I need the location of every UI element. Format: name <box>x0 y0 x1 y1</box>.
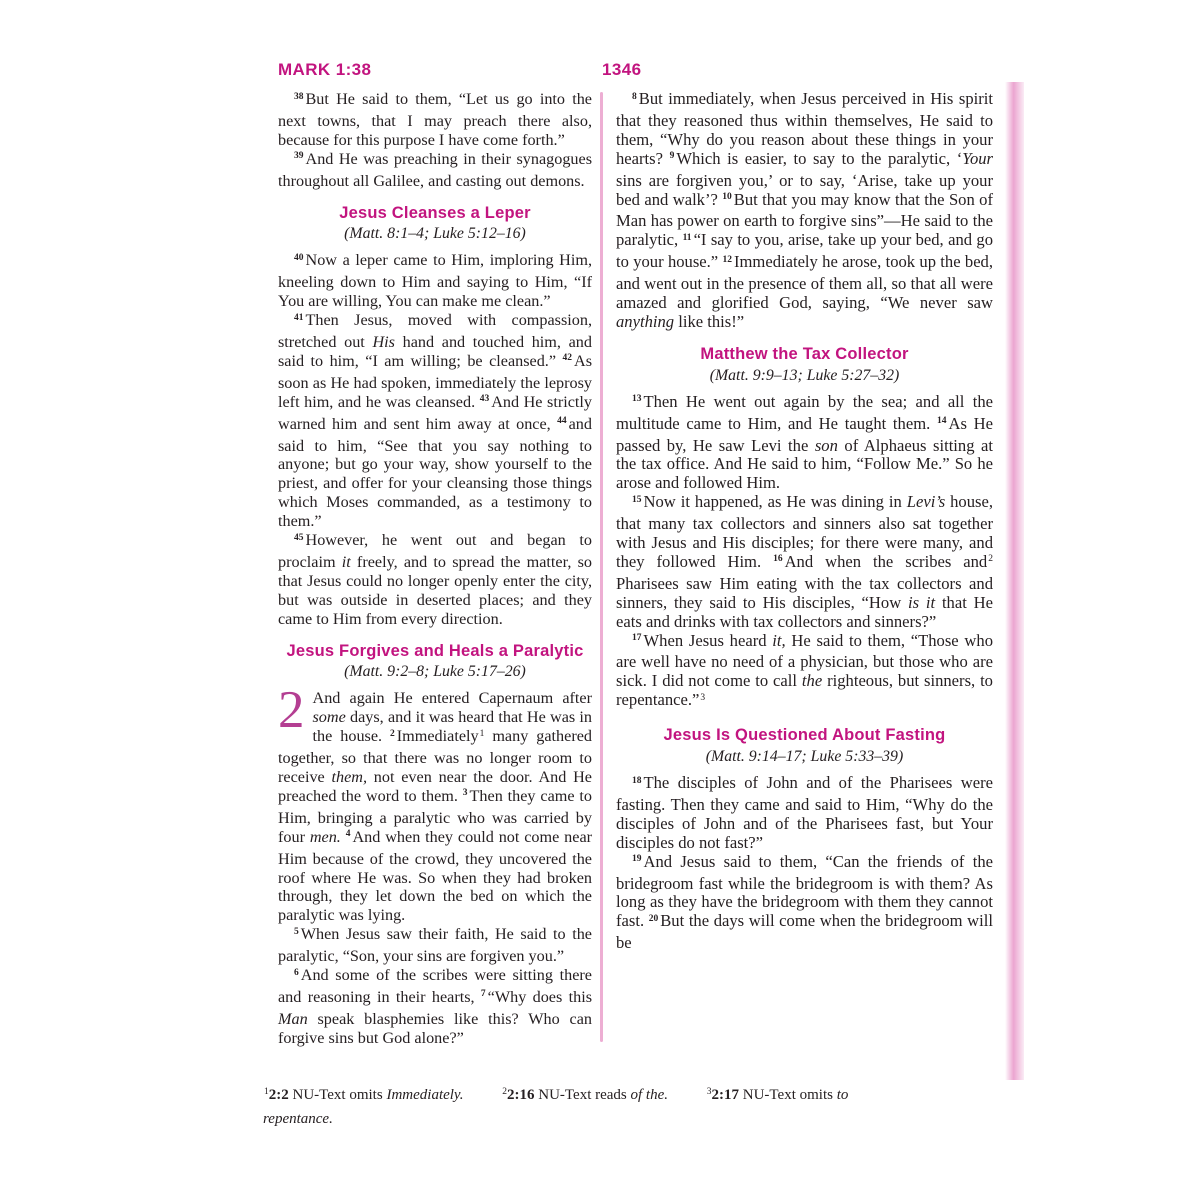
body-text: And when the scribes and <box>784 551 988 571</box>
italic-text: to repentance. <box>263 1087 849 1127</box>
chapter-number: 2 <box>278 681 305 740</box>
body-text: Then He went out again by the sea; and all the multitude came to Him, and He taught them. <box>616 391 993 433</box>
italic-text: His <box>372 332 395 351</box>
verse-paragraph <box>278 311 592 531</box>
body-text: As He passed by, He saw Levi the <box>616 413 993 455</box>
verse-number: 42 <box>562 353 572 364</box>
italic-text: some <box>312 708 346 727</box>
verse-number: 44 <box>557 416 567 427</box>
footnote <box>501 1087 668 1103</box>
section-heading: Jesus Forgives and Heals a Paralytic <box>286 641 584 660</box>
body-text: And again He entered Capernaum after <box>312 689 592 708</box>
book-reference: MARK 1:38 <box>278 60 372 79</box>
verse-number: 14 <box>936 416 947 427</box>
column-divider <box>600 92 603 1042</box>
body-text: righteous, but sinners, to repentance.” <box>616 671 993 710</box>
page-header <box>278 60 993 82</box>
body-text: hand and touched him, and said to him, “I am willing; be cleansed.” <box>278 332 592 370</box>
text-column-right <box>616 90 993 953</box>
text-column-left <box>278 90 592 1048</box>
italic-text: them, <box>331 768 368 786</box>
verse-number: 20 <box>648 913 659 924</box>
italic-text: men. <box>309 827 341 846</box>
body-text: Now a leper came to Him, imploring Him, kneeling down to Him and saying to Him, “If You are willing, You can make me clean.” <box>278 251 592 311</box>
body-text: not even near the door. And He preached the word to them. <box>278 768 592 805</box>
text-columns <box>278 90 993 1048</box>
footnote-marker: 3 <box>700 692 706 703</box>
body-text: “I say to you, arise, take up your bed, and go to your house.” <box>616 230 993 272</box>
verse-number: 17 <box>632 633 642 644</box>
body-text: Pharisees saw Him eating with the tax collectors and sinners, they said to His disciples, “How <box>616 573 993 612</box>
italic-text: Man <box>278 1009 308 1028</box>
verse-paragraph <box>278 150 592 191</box>
parallel-reference: (Matt. 9:14–17; Luke 5:33–39) <box>705 748 904 766</box>
footnote <box>263 1087 464 1103</box>
footnote-marker: 1 <box>264 1086 269 1097</box>
verse-number: 2 <box>390 728 395 739</box>
footnote-marker: 2 <box>502 1086 508 1097</box>
body-text: And Jesus said to them, “Can the friends of the bridegroom fast while the bridegroom is with them? As long as they have the bridegroom with them they cannot fast. <box>616 851 993 931</box>
verse-number: 40 <box>294 252 304 263</box>
verse-number: 19 <box>632 854 642 865</box>
italic-text: is it <box>908 592 936 612</box>
italic-text: anything <box>616 311 675 331</box>
verse-number: 7 <box>480 989 486 1000</box>
verse-number: 8 <box>632 91 637 102</box>
body-text: When Jesus heard <box>643 630 773 650</box>
verse-number: 15 <box>632 494 642 505</box>
body-text: And He was preaching in their synagogues throughout all Galilee, and casting out demons. <box>278 149 592 190</box>
verse-paragraph <box>616 632 993 714</box>
body-text: And He strictly warned him and sent him away at once, <box>278 392 592 433</box>
italic-text: Your <box>962 148 993 168</box>
verse-number: 4 <box>345 829 351 840</box>
verse-number: 43 <box>479 394 490 405</box>
footnote-marker: 1 <box>479 728 485 739</box>
verse-number: 45 <box>294 532 304 543</box>
verse-number: 16 <box>773 554 783 565</box>
footnotes-section <box>263 1085 879 1130</box>
footnote-verse-ref: 2:2 <box>268 1087 293 1103</box>
section-heading: Matthew the Tax Collector <box>700 344 909 363</box>
verse-number: 3 <box>462 788 468 799</box>
verse-paragraph <box>616 853 993 954</box>
page-content <box>263 60 993 1180</box>
body-text: “Why does this <box>487 987 592 1006</box>
verse-paragraph <box>278 90 592 150</box>
body-text <box>341 828 346 846</box>
body-text: NU-Text omits <box>292 1087 387 1103</box>
italic-text: it, <box>772 630 786 650</box>
body-text: He said to them, “Those who are well have no need of a physician, but those who are sick. I did not come to call <box>616 630 994 691</box>
italic-text: Immediately. <box>386 1087 464 1103</box>
body-text: And some of the scribes were sitting there and reasoning in their hearts, <box>278 966 592 1006</box>
body-text: speak blasphemies like this? Who can forgive sins but God alone?” <box>278 1009 592 1047</box>
verse-paragraph <box>278 966 592 1048</box>
body-text: The disciples of John and of the Pharisees were fasting. Then they came and said to Him, “Why do the disciples of John and of the Pharisees fast, but Your disciples do not fast?” <box>616 773 993 852</box>
verse-paragraph <box>278 251 592 311</box>
footnote-verse-ref: 2:16 <box>507 1087 539 1103</box>
body-text: NU-Text omits <box>742 1087 837 1103</box>
body-text: But that you may know that the Son of Man has power on earth to forgive sins”—He said to the paralytic, <box>616 189 993 250</box>
verse-number: 38 <box>294 91 304 102</box>
parallel-reference: (Matt. 9:9–13; Luke 5:27–32) <box>709 366 900 384</box>
italic-text: the <box>801 671 823 691</box>
section-heading: Jesus Is Questioned About Fasting <box>663 726 946 745</box>
parallel-reference: (Matt. 9:2–8; Luke 5:17–26) <box>344 663 526 681</box>
italic-text: of the. <box>630 1087 669 1103</box>
body-text: But immediately, when Jesus perceived in His spirit that they reasoned thus within themselves, He said to them, “Why do you reason about these things in your hearts? <box>616 89 993 168</box>
footnote-marker: 2 <box>988 554 993 565</box>
body-text: Then they came to Him, bringing a paralytic who was carried by four <box>278 786 592 846</box>
body-text: When Jesus saw their faith, He said to the paralytic, “Son, your sins are forgiven you.” <box>278 925 592 966</box>
body-text: Immediately <box>396 727 479 746</box>
italic-text: Levi’s <box>906 492 946 512</box>
body-text: days, and it was heard that He was in the house. <box>312 708 592 746</box>
body-text: that He eats and drinks with tax collectors and sinners?” <box>616 592 993 631</box>
body-text: As soon as He had spoken, immediately the leprosy left him, and he was cleansed. <box>278 351 592 411</box>
body-text: And when they could not come near Him because of the crowd, they uncovered the roof where He was. So when they had broken through, they let down the bed on which the paralytic was lying. <box>278 827 593 925</box>
verse-number: 18 <box>632 775 642 786</box>
verse-paragraph <box>616 774 993 853</box>
body-text: house, that many tax collectors and sinners also sat together with Jesus and His disciples; for there were many, and they followed Him. <box>616 492 993 571</box>
verse-paragraph <box>616 393 993 494</box>
parallel-reference: (Matt. 8:1–4; Luke 5:12–16) <box>344 225 526 243</box>
italic-text: son <box>814 435 838 455</box>
verse-number: 13 <box>632 394 642 405</box>
page-edge-band <box>1005 82 1024 1080</box>
italic-text: it <box>341 552 351 571</box>
section-heading: Jesus Cleanses a Leper <box>339 203 531 222</box>
verse-number: 11 <box>682 232 692 243</box>
body-text: However, he went out and began to proclaim <box>278 531 592 571</box>
body-text: Which is easier, to say to the paralytic, ‘ <box>676 148 963 168</box>
body-text: and said to him, “See that you say nothing to anyone; but go your way, show yourself to the priest, and offer for your cleansing those things which Moses commanded, as a testimony to them.” <box>278 414 592 531</box>
verse-number: 10 <box>722 192 732 203</box>
verse-paragraph <box>616 90 993 332</box>
body-text: like this!” <box>674 311 745 331</box>
verse-number: 6 <box>294 967 299 978</box>
chapter-paragraph <box>278 681 593 925</box>
verse-number: 5 <box>294 926 299 937</box>
verse-number: 41 <box>294 312 304 323</box>
body-text: NU-Text reads <box>538 1087 631 1103</box>
verse-number: 12 <box>722 254 732 265</box>
body-text: Now it happened, as He was dining in <box>643 492 907 512</box>
footnote-verse-ref: 2:17 <box>711 1087 743 1103</box>
verse-paragraph <box>616 493 993 631</box>
body-text: of Alphaeus sitting at the tax office. And He said to him, “Follow Me.” So he arose and followed Him. <box>616 435 993 493</box>
page-number: 1346 <box>602 60 642 79</box>
body-text: Immediately he arose, took up the bed, and went out in the presence of them all, so that all were amazed and glorified God, saying, “We never saw <box>616 252 993 313</box>
body-text: But the days will come when the bridegroom will be <box>616 911 993 953</box>
footnote-marker: 3 <box>706 1086 712 1097</box>
body-text: But He said to them, “Let us go into the next towns, that I may preach there also, because for this purpose I have come forth.” <box>278 90 592 149</box>
body-text: Then Jesus, moved with compassion, stretched out <box>278 311 592 351</box>
body-text: many gathered together, so that there was no longer room to receive <box>278 727 592 786</box>
verse-paragraph <box>278 531 592 629</box>
body-text: sins are forgiven you,’ or to say, ‘Arise, take up your bed and walk’? <box>616 170 993 209</box>
verse-number: 39 <box>294 151 304 162</box>
verse-number: 9 <box>669 151 675 162</box>
body-text: freely, and to spread the matter, so that Jesus could no longer openly enter the city, but was outside in deserted places; and they came to Him from every direction. <box>278 552 592 628</box>
verse-paragraph <box>278 925 592 966</box>
